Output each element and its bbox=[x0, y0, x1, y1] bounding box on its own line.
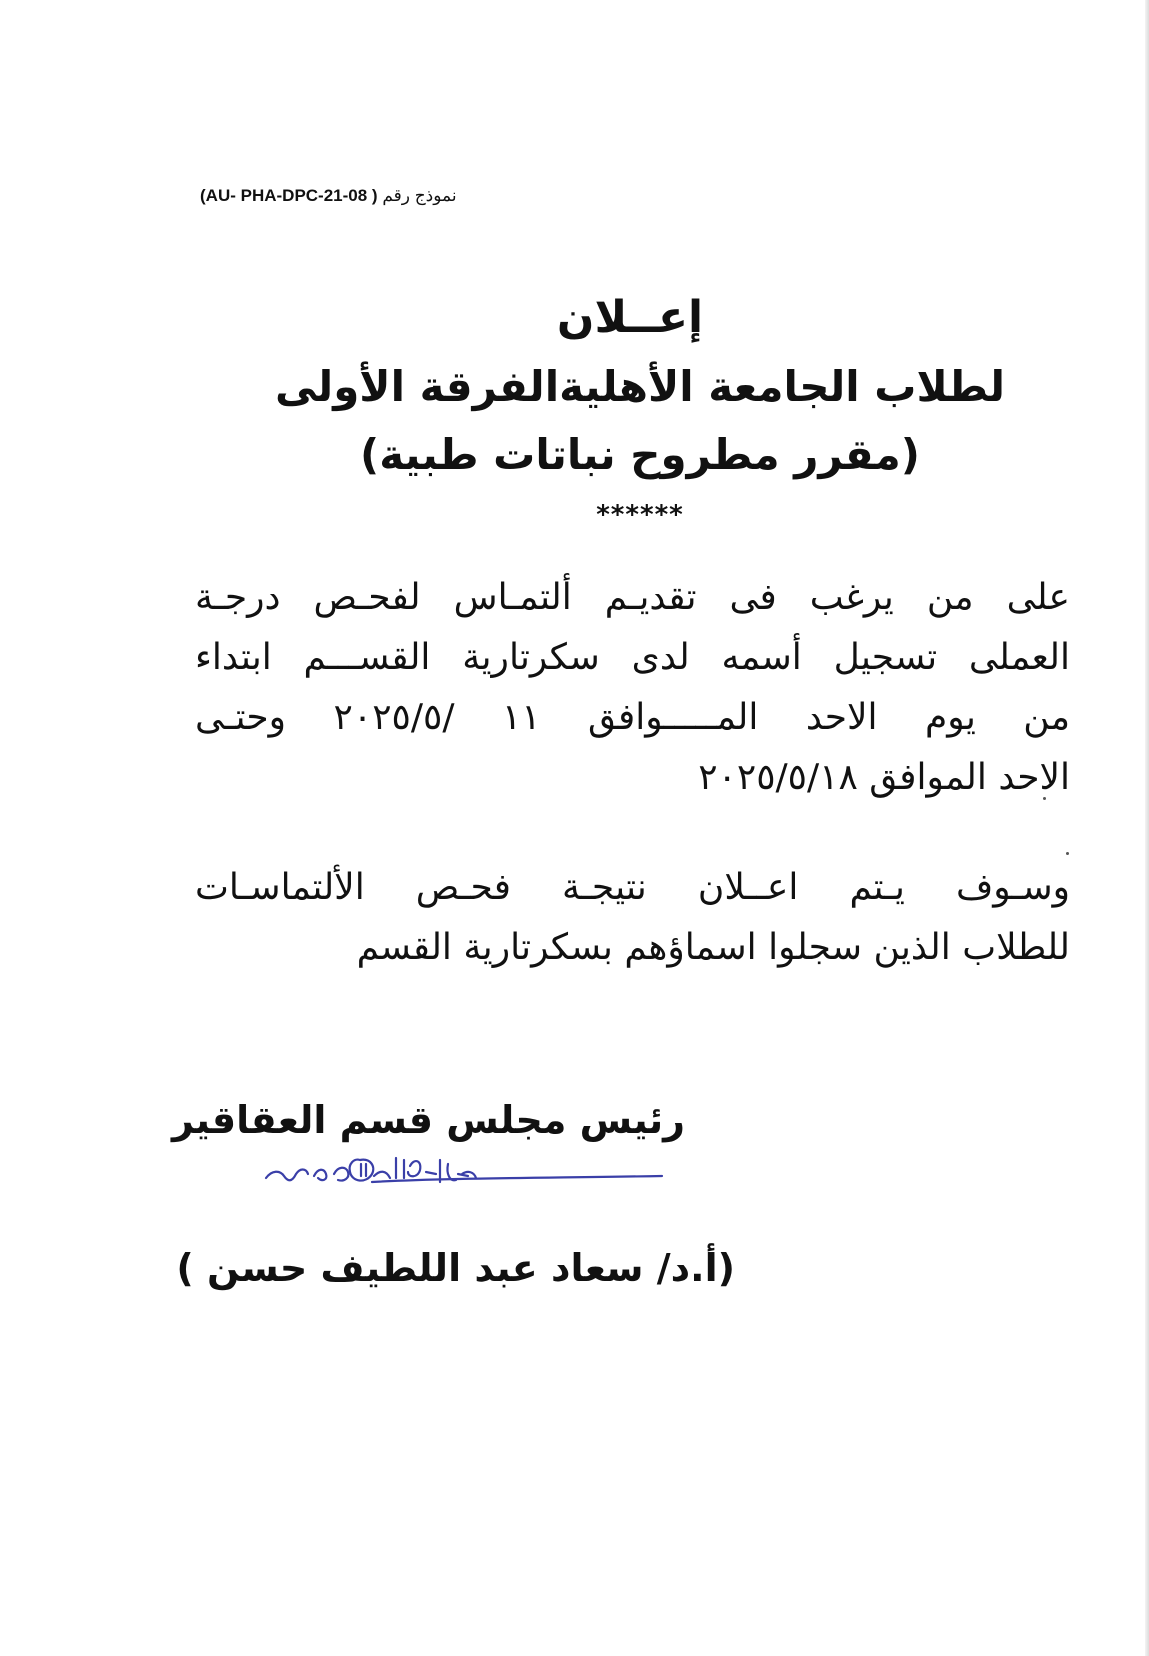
scan-speck bbox=[1066, 852, 1069, 855]
form-number-label: نموذج رقم bbox=[382, 186, 457, 205]
scan-edge bbox=[1145, 0, 1149, 1656]
paragraph-line: الاحد الموافق ٢٠٢٥/٥/١٨ bbox=[698, 757, 1070, 798]
paragraph-line: للطلاب الذين سجلوا اسماؤهم بسكرتارية القسم bbox=[356, 927, 1070, 968]
handwritten-signature bbox=[262, 1152, 672, 1212]
form-number-code: ( AU- PHA-DPC-21-08) bbox=[200, 186, 378, 205]
heading-separator: ****** bbox=[596, 500, 684, 530]
signatory-title: رئيس مجلس قسم العقاقير bbox=[172, 1098, 685, 1142]
announcement-course: (مقرر مطروح نباتات طبية) bbox=[360, 430, 920, 479]
paragraph-results bbox=[195, 858, 1070, 978]
signatory-name: (أ.د/ سعاد عبد اللطيف حسن ) bbox=[176, 1246, 735, 1290]
paragraph-line: العملى تسجيل أسمه لدى سكرتارية القســـم ابتداء bbox=[195, 637, 1070, 678]
paragraph-line: على من يرغب فى تقديـم ألتمـاس لفحـص درجـة bbox=[195, 577, 1070, 618]
form-number bbox=[200, 186, 600, 206]
announcement-title: إعــلان bbox=[556, 292, 704, 343]
paragraph-registration bbox=[195, 568, 1070, 808]
paragraph-line: من يوم الاحد المـــــوافق ١١ /٢٠٢٥/٥ وحتـى bbox=[195, 697, 1070, 738]
announcement-audience: لطلاب الجامعة الأهليةالفرقة الأولى bbox=[274, 362, 1006, 411]
paragraph-line: وسـوف يـتم اعــلان نتيجـة فحـص الألتماسـات bbox=[195, 867, 1070, 908]
